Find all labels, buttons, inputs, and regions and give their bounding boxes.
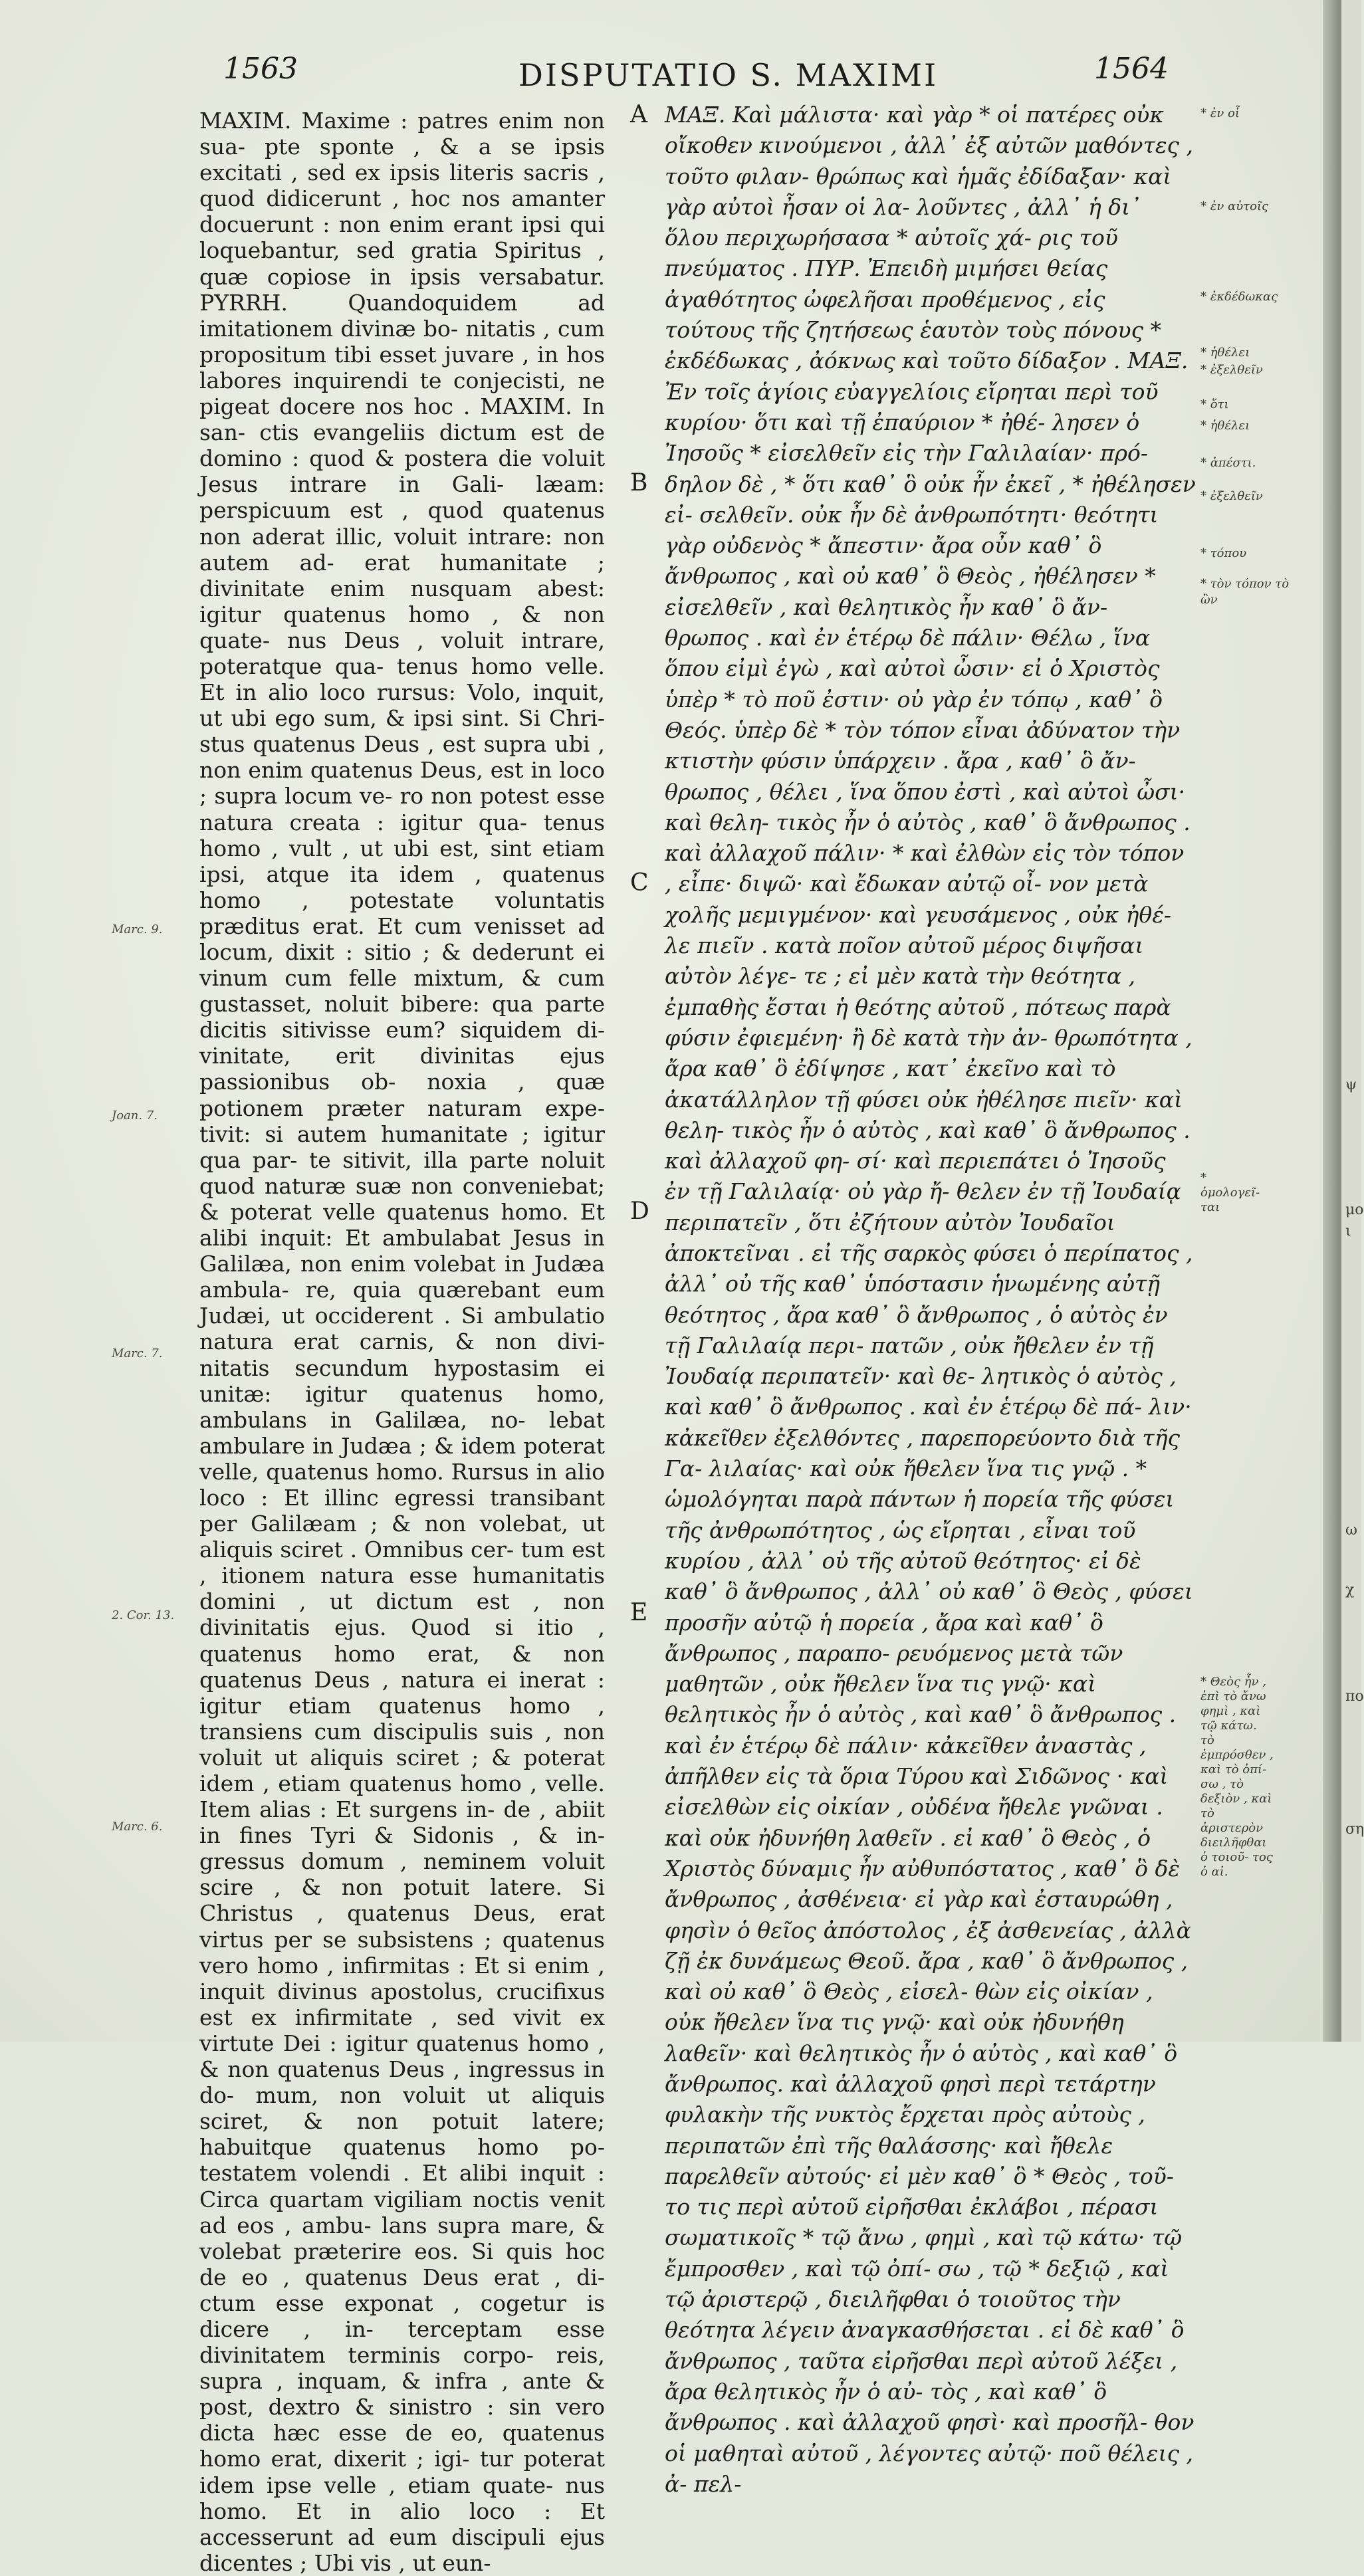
facing-page-fragment: πο (1345, 1688, 1364, 1705)
margin-note-latin: Marc. 6. (112, 1820, 163, 1834)
section-letter: B (630, 469, 648, 496)
running-header (199, 52, 1169, 98)
latin-text: MAXIM. Maxime : patres enim non sua- pte sponte , & a se ipsis excitati , sed ex ipsis literis sacris , quod didicerunt , hoc nos amanter docuerunt : non enim erant ipsi qui loquebantur, sed gratia Spiritus , quæ copiose in ipsis versabatur. PYRRH. Quandoquidem ad imitationem divinæ bo- nitatis , cum propositum tibi esset juvare , in hos labores inquirendi te conjecisti, ne pigeat docere nos hoc . MAXIM. In san- ctis evangeliis dictum est de domino : quod & postera die voluit Jesus intrare in Gali- læam: perspicuum est , quod quatenus non aderat illic, voluit intrare: non autem ad- erat humanitate ; divinitate enim nusquam abest: igitur quatenus homo , & non quate- nus Deus , voluit intrare, poteratque qua- tenus homo velle. Et in alio loco rursus: Volo, inquit, ut ubi ego sum, & ipsi sint. Si Chri- stus quatenus Deus , est supra ubi , non enim quatenus Deus, est in loco ; supra locum ve- ro non potest esse natura creata : igitur qua- tenus homo , vult , ut ubi est, sint etiam ipsi, atque ita idem , quatenus homo , potestate voluntatis præditus erat. Et cum venisset ad locum, dixit : sitio ; & dederunt ei vinum cum felle mixtum, & cum gustasset, noluit bibere: qua parte dicitis sitivisse eum? siquidem di- vinitate, erit divinitas ejus passionibus ob- noxia , quæ potionem præter naturam expe- tivit: si autem humanitate ; igitur qua par- te sitivit, illa parte noluit quod naturæ suæ non conveniebat; & poterat velle quatenus homo. Et alibi inquit: Et ambulabat Jesus in Galilæa, non enim volebat in Judæa ambula- re, quia quærebant eum Judæi, ut occiderent . Si ambulatio natura erat carnis, & non divi- nitatis secundum hypostasim ei unitæ: igitur quatenus homo, ambulans in Galilæa, no- lebat ambulare in Judæa ; & idem poterat velle, quatenus homo. Rursus in alio loco : Et illinc egressi transibant per Galilæam ; & non volebat, ut aliquis sciret . Omnibus cer- tum est , itionem natura esse humanitatis domini , ut dictum est , non divinitatis ejus. Quod si itio , quatenus homo erat, & non quatenus Deus , natura ei inerat : igitur etiam quatenus homo , transiens cum discipulis suis , non voluit ut aliquis sciret ; & poterat idem , etiam quatenus homo , velle. Item alias : Et surgens in- de , abiit in fines Tyri & Sidonis , & in- gressus domum , neminem voluit scire , & non potuit latere. Si Christus , quatenus Deus, erat virtus per se subsistens ; quatenus vero homo , infirmitas : Et si enim , inquit divinus apostolus, crucifixus est ex infirmitate , sed vivit ex virtute Dei : igitur quatenus homo , & non quatenus Deus , ingressus in do- mum, non voluit ut aliquis sciret, & non potuit latere; habuitque quatenus homo po- testatem volendi . Et alibi inquit : Circa quartam vigiliam noctis venit ad eos , ambu- lans supra mare, & volebat præterire eos. Si quis hoc de eo , quatenus Deus erat , di- ctum esse exponat , cogetur is dicere , in- terceptam esse divinitatem terminis corpo- reis, supra , inquam, & infra , ante & post, dextro & sinistro : sin vero dicta hæc esse de eo, quatenus homo erat, dixerit ; igi- tur poterat idem ipse velle , etiam quate- nus homo. Et in alio loco : Et accesserunt ad eum discipuli ejus dicentes ; Ubi vis , ut eun- (199, 108, 605, 2576)
facing-page-fragment: ψ (1345, 1077, 1357, 1093)
section-letter: A (630, 101, 647, 128)
margin-note-greek: * ἐκδέδωκας (1200, 290, 1278, 304)
margin-note-greek: * ἐξελθεῖν (1200, 363, 1263, 377)
margin-note-latin: Marc. 7. (112, 1346, 163, 1360)
section-letter: E (630, 1599, 648, 1626)
margin-note-greek: * ἐξελθεῖν (1200, 489, 1263, 503)
section-letters (630, 0, 657, 2042)
facing-page-fragment: ση (1345, 1821, 1364, 1838)
running-title: DISPUTATIO S. MAXIMI (518, 57, 939, 93)
margin-note-greek: ὢν (1200, 593, 1218, 607)
page-number-right: 1564 (1094, 52, 1169, 86)
margin-note-greek: * ἠθέλει (1200, 419, 1250, 433)
section-letter: C (630, 869, 649, 897)
greek-text: ΜΑΞ. Καὶ μάλιστα· καὶ γὰρ * οἱ πατέρες οὐκ οἴκοθεν κινούμενοι , ἀλλ᾽ ἐξ αὐτῶν μαθόντες , τοῦτο φιλαν- θρώπως καὶ ἡμᾶς ἐδίδαξαν· καὶ γὰρ αὐτοὶ ἦσαν οἱ λα- λοῦντες , ἀλλ᾽ ἡ δι᾽ ὅλου περιχωρήσασα * αὐτοῖς χά- ρις τοῦ πνεύματος . ΠΥΡ. Ἐπειδὴ μιμήσει θείας ἀγαθότητος ὠφελῆσαι προθέμενος , εἰς τούτους τῆς ζητήσεως ἑαυτὸν τοὺς πόνους * ἐκδέδωκας , ἀόκνως καὶ τοῦτο δίδαξον . ΜΑΞ. Ἐν τοῖς ἁγίοις εὐαγγελίοις εἴρηται περὶ τοῦ κυρίου· ὅτι καὶ τῇ ἐπαύριον * ἠθέ- λησεν ὁ Ἰησοῦς * εἰσελθεῖν εἰς τὴν Γαλιλαίαν· πρό- δηλον δὲ , * ὅτι καθ᾽ ὃ οὐκ ἦν ἐκεῖ , * ἠθέλησεν εἰ- σελθεῖν. οὐκ ἦν δὲ ἀνθρωπότητι· θεότητι γὰρ οὐδενὸς * ἄπεστιν· ἄρα οὖν καθ᾽ ὃ ἄνθρωπος , καὶ οὐ καθ᾽ ὃ Θεὸς , ἠθέλησεν * εἰσελθεῖν , καὶ θελητικὸς ἦν καθ᾽ ὃ ἄν- θρωπος . καὶ ἐν ἑτέρῳ δὲ πάλιν· Θέλω , ἵνα ὅπου εἰμὶ ἐγὼ , καὶ αὐτοὶ ὦσιν· εἰ ὁ Χριστὸς ὑπὲρ * τὸ ποῦ ἐστιν· οὐ γὰρ ἐν τόπῳ , καθ᾽ ὃ Θεός. ὑπὲρ δὲ * τὸν τόπον εἶναι ἀδύνατον τὴν κτιστὴν φύσιν ὑπάρχειν . ἄρα , καθ᾽ ὃ ἄν- θρωπος , θέλει , ἵνα ὅπου ἐστὶ , καὶ αὐτοὶ ὦσι· καὶ θελη- τικὸς ἦν ὁ αὐτὸς , καθ᾽ ὃ ἄνθρωπος . καὶ ἀλλαχοῦ πάλιν· * καὶ ἐλθὼν εἰς τὸν τόπον , εἶπε· διψῶ· καὶ ἔδωκαν αὐτῷ οἶ- νον μετὰ χολῆς μεμιγμένον· καὶ γευσάμενος , οὐκ ἠθέ- λε πιεῖν . κατὰ ποῖον αὐτοῦ μέρος διψῆσαι αὐτὸν λέγε- τε ; εἰ μὲν κατὰ τὴν θεότητα , ἐμπαθὴς ἔσται ἡ θεότης αὐτοῦ , πότεως παρὰ φύσιν ἐφιεμένη· ἢ δὲ κατὰ τὴν ἀν- θρωπότητα , ἄρα καθ᾽ ὃ ἐδίψησε , κατ᾽ ἐκεῖνο καὶ τὸ ἀκατάλληλον τῇ φύσει οὐκ ἠθέλησε πιεῖν· καὶ θελη- τικὸς ἦν ὁ αὐτὸς , καὶ καθ᾽ ὃ ἄνθρωπος . καὶ ἀλλαχοῦ φη- σί· καὶ περιεπάτει ὁ Ἰησοῦς ἐν τῇ Γαλιλαίᾳ· οὐ γὰρ ἤ- θελεν ἐν τῇ Ἰουδαίᾳ περιπατεῖν , ὅτι ἐζήτουν αὐτὸν Ἰουδαῖοι ἀποκτεῖναι . εἰ τῆς σαρκὸς φύσει ὁ περίπατος , ἀλλ᾽ οὐ τῆς καθ᾽ ὑπόστασιν ἡνωμένης αὐτῇ θεότητος , ἄρα καθ᾽ ὃ ἄνθρωπος , ὁ αὐτὸς ἐν τῇ Γαλιλαίᾳ περι- πατῶν , οὐκ ἤθελεν ἐν τῇ Ἰουδαίᾳ περιπατεῖν· καὶ θε- λητικὸς ὁ αὐτὸς , καὶ καθ᾽ ὃ ἄνθρωπος . καὶ ἐν ἑτέρῳ δὲ πά- λιν· κἀκεῖθεν ἐξελθόντες , παρεπορεύοντο διὰ τῆς Γα- λιλαίας· καὶ οὐκ ἤθελεν ἵνα τις γνῷ . * ὡμολόγηται παρὰ πάντων ἡ πορεία τῆς φύσει τῆς ἀνθρωπότητος , ὡς εἴρηται , εἶναι τοῦ κυρίου , ἀλλ᾽ οὐ τῆς αὐτοῦ θεότητος· εἰ δὲ καθ᾽ ὃ ἄνθρωπος , ἀλλ᾽ οὐ καθ᾽ ὃ Θεὸς , φύσει προσῆν αὐτῷ ἡ πορεία , ἄρα καὶ καθ᾽ ὃ ἄνθρωπος , παραπο- ρευόμενος μετὰ τῶν μαθητῶν , οὐκ ἤθελεν ἵνα τις γνῷ· καὶ θελητικὸς ἦν ὁ αὐτὸς , καὶ καθ᾽ ὃ ἄνθρωπος . καὶ ἐν ἑτέρῳ δὲ πάλιν· κἀκεῖθεν ἀναστὰς , ἀπῆλθεν εἰς τὰ ὅρια Τύρου καὶ Σιδῶνος · καὶ εἰσελθὼν εἰς οἰκίαν , οὐδένα ἤθελε γνῶναι . καὶ οὐκ ἠδυνήθη λαθεῖν . εἰ καθ᾽ ὃ Θεὸς , ὁ Χριστὸς δύναμις ἦν αὐθυπόστατος , καθ᾽ ὃ δὲ ἄνθρωπος , ἀσθένεια· εἰ γὰρ καὶ ἐσταυρώθη , φησὶν ὁ θεῖος ἀπόστολος , ἐξ ἀσθενείας , ἀλλὰ ζῇ ἐκ δυνάμεως Θεοῦ. ἄρα , καθ᾽ ὃ ἄνθρωπος , καὶ οὐ καθ᾽ ὃ Θεὸς , εἰσελ- θὼν εἰς οἰκίαν , οὐκ ἤθελεν ἵνα τις γνῷ· καὶ οὐκ ἠδυνήθη λαθεῖν· καὶ θελητικὸς ἦν ὁ αὐτὸς , καὶ καθ᾽ ὃ ἄνθρωπος. καὶ ἀλλαχοῦ φησὶ περὶ τετάρτην φυλακὴν τῆς νυκτὸς ἔρχεται πρὸς αὐτοὺς , περιπατῶν ἐπὶ τῆς θαλάσσης· καὶ ἤθελε παρελθεῖν αὐτούς· εἰ μὲν καθ᾽ ὃ * Θεὸς , τοῦ- το τις περὶ αὐτοῦ εἰρῆσθαι ἐκλάβοι , πέρασι σωματικοῖς * τῷ ἄνω , φημὶ , καὶ τῷ κάτω· τῷ ἔμπροσθεν , καὶ τῷ ὀπί- σω , τῷ * δεξιῷ , καὶ τῷ ἀριστερῷ , διειλῆφθαι ὁ τοιοῦτος τὴν θεότητα λέγειν ἀναγκασθήσεται . εἰ δὲ καθ᾽ ὃ ἄνθρωπος , ταῦτα εἰρῆσθαι περὶ αὐτοῦ λέξει , ἄρα θελητικὸς ἦν ὁ αὐ- τὸς , καὶ καθ᾽ ὃ ἄνθρωπος . καὶ ἀλλαχοῦ φησὶ· καὶ προσῆλ- θον οἱ μαθηταὶ αὐτοῦ , λέγοντες αὐτῷ· ποῦ θέλεις , ἀ- πελ- (665, 102, 1196, 2497)
facing-page-strip (1341, 0, 1361, 2042)
margin-note-greek: * τόπου (1200, 546, 1247, 560)
margin-note-greek: * ὁμολογεῖ- ται (1200, 1171, 1260, 1214)
margin-note-greek: * ἠθέλει (1200, 346, 1250, 360)
facing-page-fragment: ι (1345, 1223, 1351, 1239)
margin-note-latin: Marc. 9. (112, 922, 163, 936)
greek-margin-notes (1200, 0, 1320, 2042)
facing-page-fragment: ω (1345, 1522, 1357, 1539)
latin-column (199, 108, 605, 2576)
margin-note-greek: * ἀπέστι. (1200, 456, 1256, 470)
margin-note-greek: * ἐν οἷ (1200, 106, 1240, 120)
facing-page-fragment: χ (1345, 1582, 1355, 1598)
margin-note-greek: * Θεὸς ἦν , ἐπὶ τὸ ἄνω φημὶ , καὶ τῷ κάτω. τὸ ἐμπρόσθεν , καὶ τὸ ὀπί- σω , τὸ δεξιὸν , καὶ τὸ ἀριστερὸν διειλῆφθαι ὁ τοιοῦ- τος ὁ αἱ. (1200, 1675, 1274, 1879)
margin-note-greek: * τὸν τόπον τὸ (1200, 577, 1290, 591)
margin-note-greek: * ὅτι (1200, 397, 1229, 411)
section-letter: D (630, 1198, 649, 1225)
facing-page-fragment: μο (1345, 1202, 1364, 1218)
margin-note-latin: Joan. 7. (112, 1109, 158, 1123)
margin-note-latin: 2. Cor. 13. (112, 1608, 175, 1622)
margin-note-greek: * ἐν αὐτοῖς (1200, 199, 1269, 213)
page-number-left: 1563 (223, 52, 298, 86)
greek-column (665, 100, 1196, 2497)
